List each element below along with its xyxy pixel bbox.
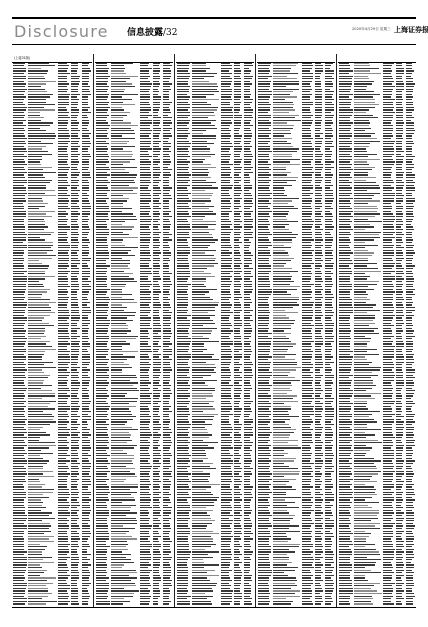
row-list (176, 62, 254, 607)
table-cell (140, 603, 149, 604)
page-number: /32 (163, 28, 177, 38)
row-list (12, 62, 92, 607)
column-heading: (上接31版) (12, 54, 92, 63)
table-cell (153, 603, 159, 604)
issue-date: 2020年4月29日 星期三 (352, 27, 391, 32)
table-cell (13, 603, 25, 604)
table-cell (58, 603, 67, 604)
masthead (12, 19, 416, 47)
table-cell (82, 603, 88, 604)
section-title (127, 25, 178, 38)
table-columns (12, 54, 416, 607)
newspaper-name: 上海证券报 (394, 25, 428, 35)
row-list (95, 62, 173, 607)
section-title-text: 信息披露 (127, 28, 163, 38)
table-column (95, 54, 173, 607)
header-rule (12, 44, 416, 45)
table-row (95, 603, 173, 606)
section-brand: Disclosure (14, 22, 109, 41)
table-cell (71, 603, 79, 604)
table-column (12, 54, 92, 607)
table-cell (28, 603, 46, 604)
table-cell (96, 603, 110, 604)
table-cell (111, 603, 123, 604)
table-cell (163, 603, 169, 604)
table-row (12, 603, 92, 606)
table-column (176, 54, 254, 607)
